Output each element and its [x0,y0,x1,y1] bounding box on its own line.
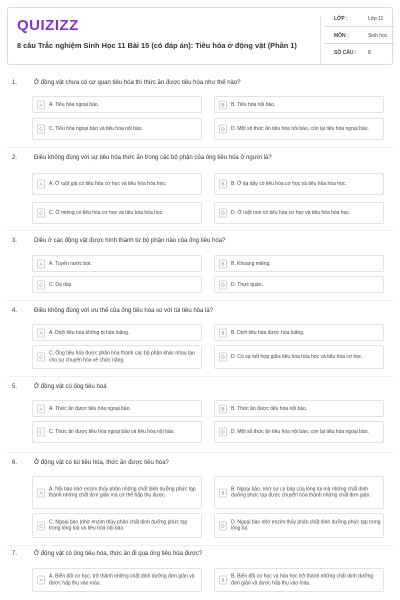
option-letter: D [219,209,227,218]
option-text: D. Một số thức ăn tiêu hóa nội bào, còn lại tiêu hóa ngoại bào. [231,428,369,435]
option-letter: A [37,404,45,413]
question-number: 3. [12,238,18,244]
option-letter: B [219,404,227,413]
question-divider [7,147,393,148]
option-letter: C [37,125,45,134]
option-c[interactable] [32,202,202,224]
option-c[interactable] [32,421,202,443]
header-divider [320,16,321,64]
meta-label: SỐ CÂU : [334,50,357,56]
meta-value: 8 [368,50,371,56]
option-letter: D [219,428,227,437]
meta-label: MÔN : [334,33,349,39]
option-text: D. Một số thức ăn tiêu hóa nội bào, còn lại tiêu hóa ngoại bào. [231,125,369,132]
option-d[interactable] [214,421,384,443]
question-text: Điều không đúng với ưu thế của ống tiêu hóa so với túi tiêu hóa là? [34,308,214,314]
option-b[interactable] [214,96,384,113]
option-letter: B [219,328,227,337]
question-divider [7,300,393,301]
question-number: 7. [12,551,18,557]
option-text: A. Nội bào nhờ enzim thủy phân những chất dinh dưỡng phức tạp thành những chất đơn giản mà cơ thể hấp thụ được. [49,486,196,499]
option-text: A. Ở ruột già có tiêu hóa cơ học và tiêu hóa hóa học. [49,180,167,187]
option-text: C. Tiêu hóa ngoại bào và tiêu hóa nội bào. [49,125,143,132]
question-text: Điều không đúng với sự tiêu hóa thức ăn trong các bộ phận của ống tiêu hóa ở người là? [34,155,272,161]
quizizz-logo: QUIZIZZ [17,17,79,34]
option-text: A. Biến đổi cơ học, trở thành những chất dinh dưỡng đơn giản và được hấp thụ vào máu. [49,573,195,586]
option-text: B. Thức ăn được tiêu hóa nội bào. [231,405,308,412]
question-text: Diều ở các động vật được hình thành từ bộ phận nào của ống tiêu hóa? [34,238,226,244]
question-text: Ở động vật chưa có cơ quan tiêu hóa thì thức ăn được tiêu hóa như thế nào? [34,80,241,86]
question-number: 4. [12,308,18,314]
question-divider [7,376,393,377]
option-letter: C [37,353,45,362]
meta-row-class [325,13,395,27]
option-b[interactable] [214,400,384,417]
option-a[interactable] [32,568,202,592]
option-text: B. Khoang miệng. [231,260,271,267]
option-letter: D [219,521,227,530]
option-a[interactable] [32,96,202,113]
question-divider [7,230,393,231]
option-text: B. Dịch tiêu hóa được hòa loãng. [231,329,305,336]
option-a[interactable] [32,400,202,417]
question-divider [7,545,393,546]
option-letter: D [219,353,227,362]
option-text: D. Ngoại bào nhờ enzim thủy phân chất dinh dưỡng phức tạp trong lòng túi. [231,519,381,532]
option-b[interactable] [214,324,384,341]
option-d[interactable] [214,513,384,538]
meta-value: Lớp 11 [368,16,384,22]
option-text: A. Tuyến nước bọt. [49,260,92,267]
worksheet-title: 8 câu Trắc nghiệm Sinh Học 11 Bài 15 (có đáp án): Tiêu hóa ở động vật (Phần 1) [17,41,297,50]
worksheet-header [7,7,393,65]
option-text: C. Ống tiêu hóa được phân hóa thành các bộ phận khác nhau tạo cho sự chuyên hóa về chức năng. [49,350,195,363]
meta-row-subject [325,30,395,44]
option-letter: B [219,488,227,497]
question-number: 1. [12,80,18,86]
question-number: 6. [12,460,18,466]
option-letter: A [37,328,45,337]
option-b[interactable] [214,173,384,195]
option-d[interactable] [214,202,384,224]
question-text: Ở động vật có ống tiêu hóa, thức ăn đi qua ống tiêu hóa được? [34,551,203,557]
option-text: A. Thức ăn được tiêu hóa ngoại bào. [49,405,131,412]
question-number: 2. [12,155,18,161]
question-divider [7,452,393,453]
option-a[interactable] [32,255,202,272]
option-a[interactable] [32,476,202,509]
option-b[interactable] [214,476,384,509]
option-text: C. Ở miệng có tiêu hóa cơ học và tiêu hóa hóa học. [49,209,164,216]
option-b[interactable] [214,255,384,272]
option-text: B. Biến đổi cơ học và hóa học trở thành những chất dinh dưỡng đơn giản và được hấp thụ vào máu. [231,573,374,586]
option-text: B. Ngoại bào, nhờ sự co bóp của lòng túi mà những chất dinh dưỡng phức tạp được chuyển hóa thành những chất đơn giản. [231,486,371,499]
option-d[interactable] [214,345,384,369]
option-a[interactable] [32,324,202,341]
option-letter: A [37,180,45,189]
meta-label: LỚP : [334,16,348,22]
option-text: C. Ngoại bào (nhờ enzim thủy phân chất dinh dưỡng phức tạp trong lòng túi) và tiêu hóa nội bào. [49,519,188,532]
option-letter: D [219,280,227,289]
option-letter: A [37,100,45,109]
question-text: Ở động vật có ống tiêu hoá [34,384,107,390]
option-letter: C [37,209,45,218]
question-text: Ở động vật có túi tiêu hóa, thức ăn được tiêu hóa? [34,460,169,466]
option-letter: B [219,180,227,189]
option-letter: A [37,259,45,268]
option-c[interactable] [32,513,202,538]
option-text: C. Thức ăn được tiêu hóa ngoại bào và tiêu hóa nội bào. [49,428,175,435]
option-a[interactable] [32,173,202,195]
meta-value: Sinh học [368,33,388,39]
option-text: A. Tiêu hóa ngoại bào. [49,101,100,108]
meta-row-count [325,47,395,61]
option-text: B. Ở dạ dày có tiêu hóa cơ học và tiêu hóa hóa học. [231,180,347,187]
option-letter: D [219,125,227,134]
option-letter: C [37,428,45,437]
option-c[interactable] [32,276,202,293]
option-letter: B [219,100,227,109]
option-text: D. Có sự kết hợp giữa tiêu hóa hóa học và tiêu hóa cơ học. [231,353,363,360]
option-text: B. Tiêu hóa nội bào. [231,101,276,108]
option-letter: C [37,280,45,289]
question-number: 5. [12,384,18,390]
option-b[interactable] [214,568,384,592]
option-letter: B [219,259,227,268]
option-letter: B [219,576,227,585]
option-d[interactable] [214,118,384,140]
option-c[interactable] [32,118,202,140]
option-letter: A [37,488,45,497]
option-text: A. Dịch tiêu hóa không bị hòa loãng. [49,329,130,336]
option-d[interactable] [214,276,384,293]
option-c[interactable] [32,345,202,369]
option-text: D. Ở ruột non có tiêu hóa cơ học và tiêu hóa hóa học. [231,209,351,216]
option-text: C. Dạ dày. [49,281,73,288]
option-letter: A [37,576,45,585]
option-text: D. Thực quản. [231,281,263,288]
option-letter: C [37,521,45,530]
